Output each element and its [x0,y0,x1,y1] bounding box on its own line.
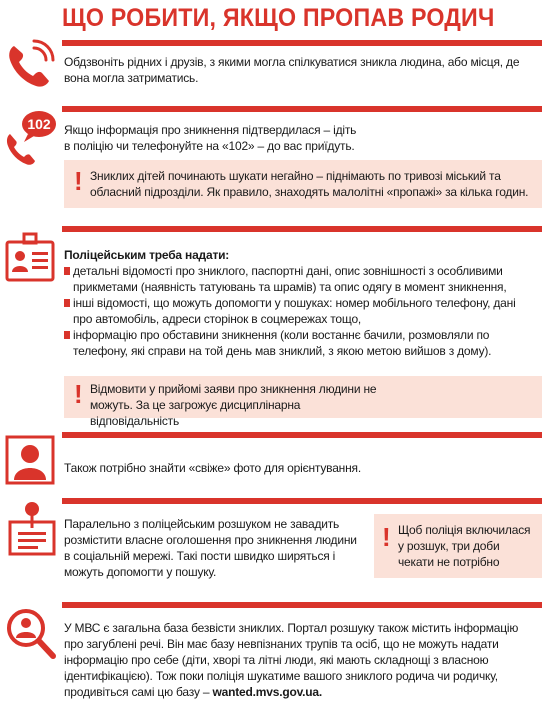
wanted-link[interactable]: wanted.mvs.gov.ua. [212,685,323,699]
section1-text: Обдзвоніть рідних і друзів, з якими могла спілкуватися зникла людина, або місця, де вона могла затриматись. [64,55,520,85]
section3-list [64,263,534,359]
page-title: ЩО РОБИТИ, ЯКЩО ПРОПАВ РОДИЧ [62,4,495,32]
exclamation-icon: ! [382,522,391,552]
section-divider [62,40,542,46]
list-item: інші відомості, що можуть допомогти у пошуках: номер мобільного телефону, дані про автомобіль, адреси сторінок в соцмережах тощо, [64,295,534,327]
portrait-photo-icon [4,434,56,486]
section3-note: Відмовити у прийомі заяви про зникнення людини не можуть. За це загрожує дисциплінарна відповідальність [90,382,377,428]
list-item: інформацію про обставини зникнення (коли востаннє бачили, розмовляли по телефону, які справи на той день мав зниклий, з якою метою вийшов з дому). [64,327,534,359]
section3-heading: Поліцейським треба надати: [64,248,230,262]
section4-text: Також потрібно знайти «свіже» фото для орієнтування. [64,461,361,475]
exclamation-icon: ! [74,166,83,196]
section-divider [62,602,542,608]
section-divider [62,498,542,504]
pushpin-document-icon [6,500,58,556]
section-divider [62,226,542,232]
phone-102-icon [4,108,58,168]
section5-text: Паралельно з поліцейським розшуком не завадить розмістити власне оголошення про зникнення людини в соціальній мережі. Такі пости швидко ширяться і можуть допомогти у пошуку. [64,517,357,579]
phone-ringing-icon [6,38,56,90]
section-divider [62,432,542,438]
id-badge-icon [4,232,56,284]
section5-note: Щоб поліція включилася у розшук, три доби чекати не потрібно [398,523,531,569]
section2-note: Зниклих дітей починають шукати негайно – піднімають по тривозі міський та обласний підрозділи. Як правило, знаходять малолітні «пропажі» за кілька годин. [90,169,529,199]
section-divider [62,106,542,112]
list-item: детальні відомості про зниклого, паспортні дані, опис зовнішності з особливими прикметами (наявність татуювань та шрамів) та опис одягу в момент зникнення, [64,263,534,295]
section6-text [64,620,536,700]
exclamation-icon: ! [74,379,83,409]
magnifier-person-icon [4,606,58,662]
section2-text: Якщо інформація про зникнення підтвердилася – ідіть в поліцію чи телефонуйте на «102» – до вас приїдуть. [64,123,357,153]
badge-102-text: 102 [27,116,51,132]
section6-body: У МВС є загальна база безвісти зниклих. Портал розшуку також містить інформацію про загублені речі. Він має базу невпізнаних трупів та осіб, що не можуть надати інформацію про себе (діти, хворі та літні люди, які мають складнощі з власною ідентифікацією). Тож поки поліція шукатиме вашого зниклого родича чи родичку, продивіться самі цю базу – [64,621,519,699]
